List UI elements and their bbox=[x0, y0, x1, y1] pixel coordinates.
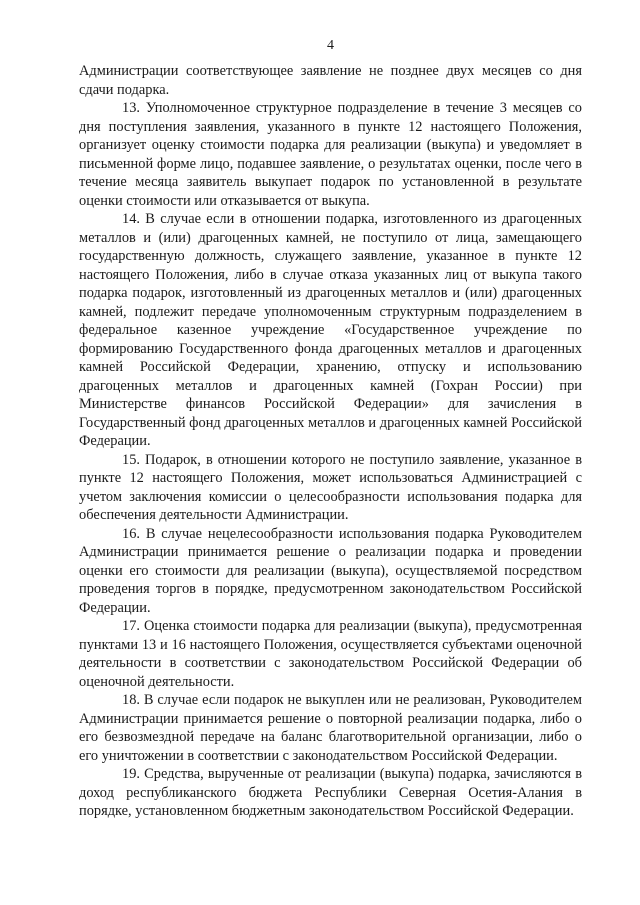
page-number: 4 bbox=[327, 38, 334, 53]
document-body bbox=[79, 62, 582, 821]
paragraph-18: 18. В случае если подарок не выкуплен или не реализован, Руководителем Администрации принимается решение о повторной реализации подарка, либо о его безвозмездной передаче на баланс благотворительной организации, либо о его уничтожении в соответствии с законодательством Российской Федерации. bbox=[79, 692, 582, 764]
paragraph-19: 19. Средства, вырученные от реализации (выкупа) подарка, зачисляются в доход республиканского бюджета Республики Северная Осетия-Алания в порядке, установленном бюджетным законодательством Российской Федерации. bbox=[79, 766, 582, 819]
paragraph-continuation: Администрации соответствующее заявление не позднее двух месяцев со дня сдачи подарка. bbox=[79, 63, 582, 98]
paragraph-16: 16. В случае нецелесообразности использования подарка Руководителем Администрации принимается решение о реализации подарка и проведении оценки его стоимости для реализации (выкупа), осуществляемой посредством проведения торгов в порядке, предусмотренном законодательством Российской Федерации. bbox=[79, 525, 582, 616]
paragraph-15: 15. Подарок, в отношении которого не поступило заявление, указанное в пункте 12 настоящего Положения, может использоваться Администрацией с учетом заключения комиссии о целесообразности использования подарка для обеспечения деятельности Администрации. bbox=[79, 451, 582, 523]
paragraph-17: 17. Оценка стоимости подарка для реализации (выкупа), предусмотренная пунктами 13 и 16 настоящего Положения, осуществляется субъектами оценочной деятельности в соответствии с законодательством Российской Федерации об оценочной деятельности. bbox=[79, 618, 582, 690]
paragraph-13: 13. Уполномоченное структурное подразделение в течение 3 месяцев со дня поступления заявления, указанного в пункте 12 настоящего Положения, организует оценку стоимости подарка для реализации (выкупа) и уведомляет в письменной форме лицо, подавшее заявление, о результатах оценки, после чего в течение месяца заявитель выкупает подарок по установленной в результате оценки стоимости или отказывается от выкупа. bbox=[79, 100, 582, 209]
paragraph-14: 14. В случае если в отношении подарка, изготовленного из драгоценных металлов и (или) драгоценных камней, не поступило от лица, замещающего государственную должность, служащего заявление, указанное в пункте 12 настоящего Положения, либо в случае отказа указанных лиц от выкупа такого подарка подарок, изготовленный из драгоценных металлов и (или) драгоценных камней, подлежит передаче уполномоченным структурным подразделением в федеральное казенное учреждение «Государственное учреждение по формированию Государственного фонда драгоценных металлов и драгоценных камней Российской Федерации, хранению, отпуску и использованию драгоценных металлов и драгоценных камней (Гохран России) при Министерстве финансов Российской Федерации» для зачисления в Государственный фонд драгоценных металлов и драгоценных камней Российской Федерации. bbox=[79, 211, 582, 449]
